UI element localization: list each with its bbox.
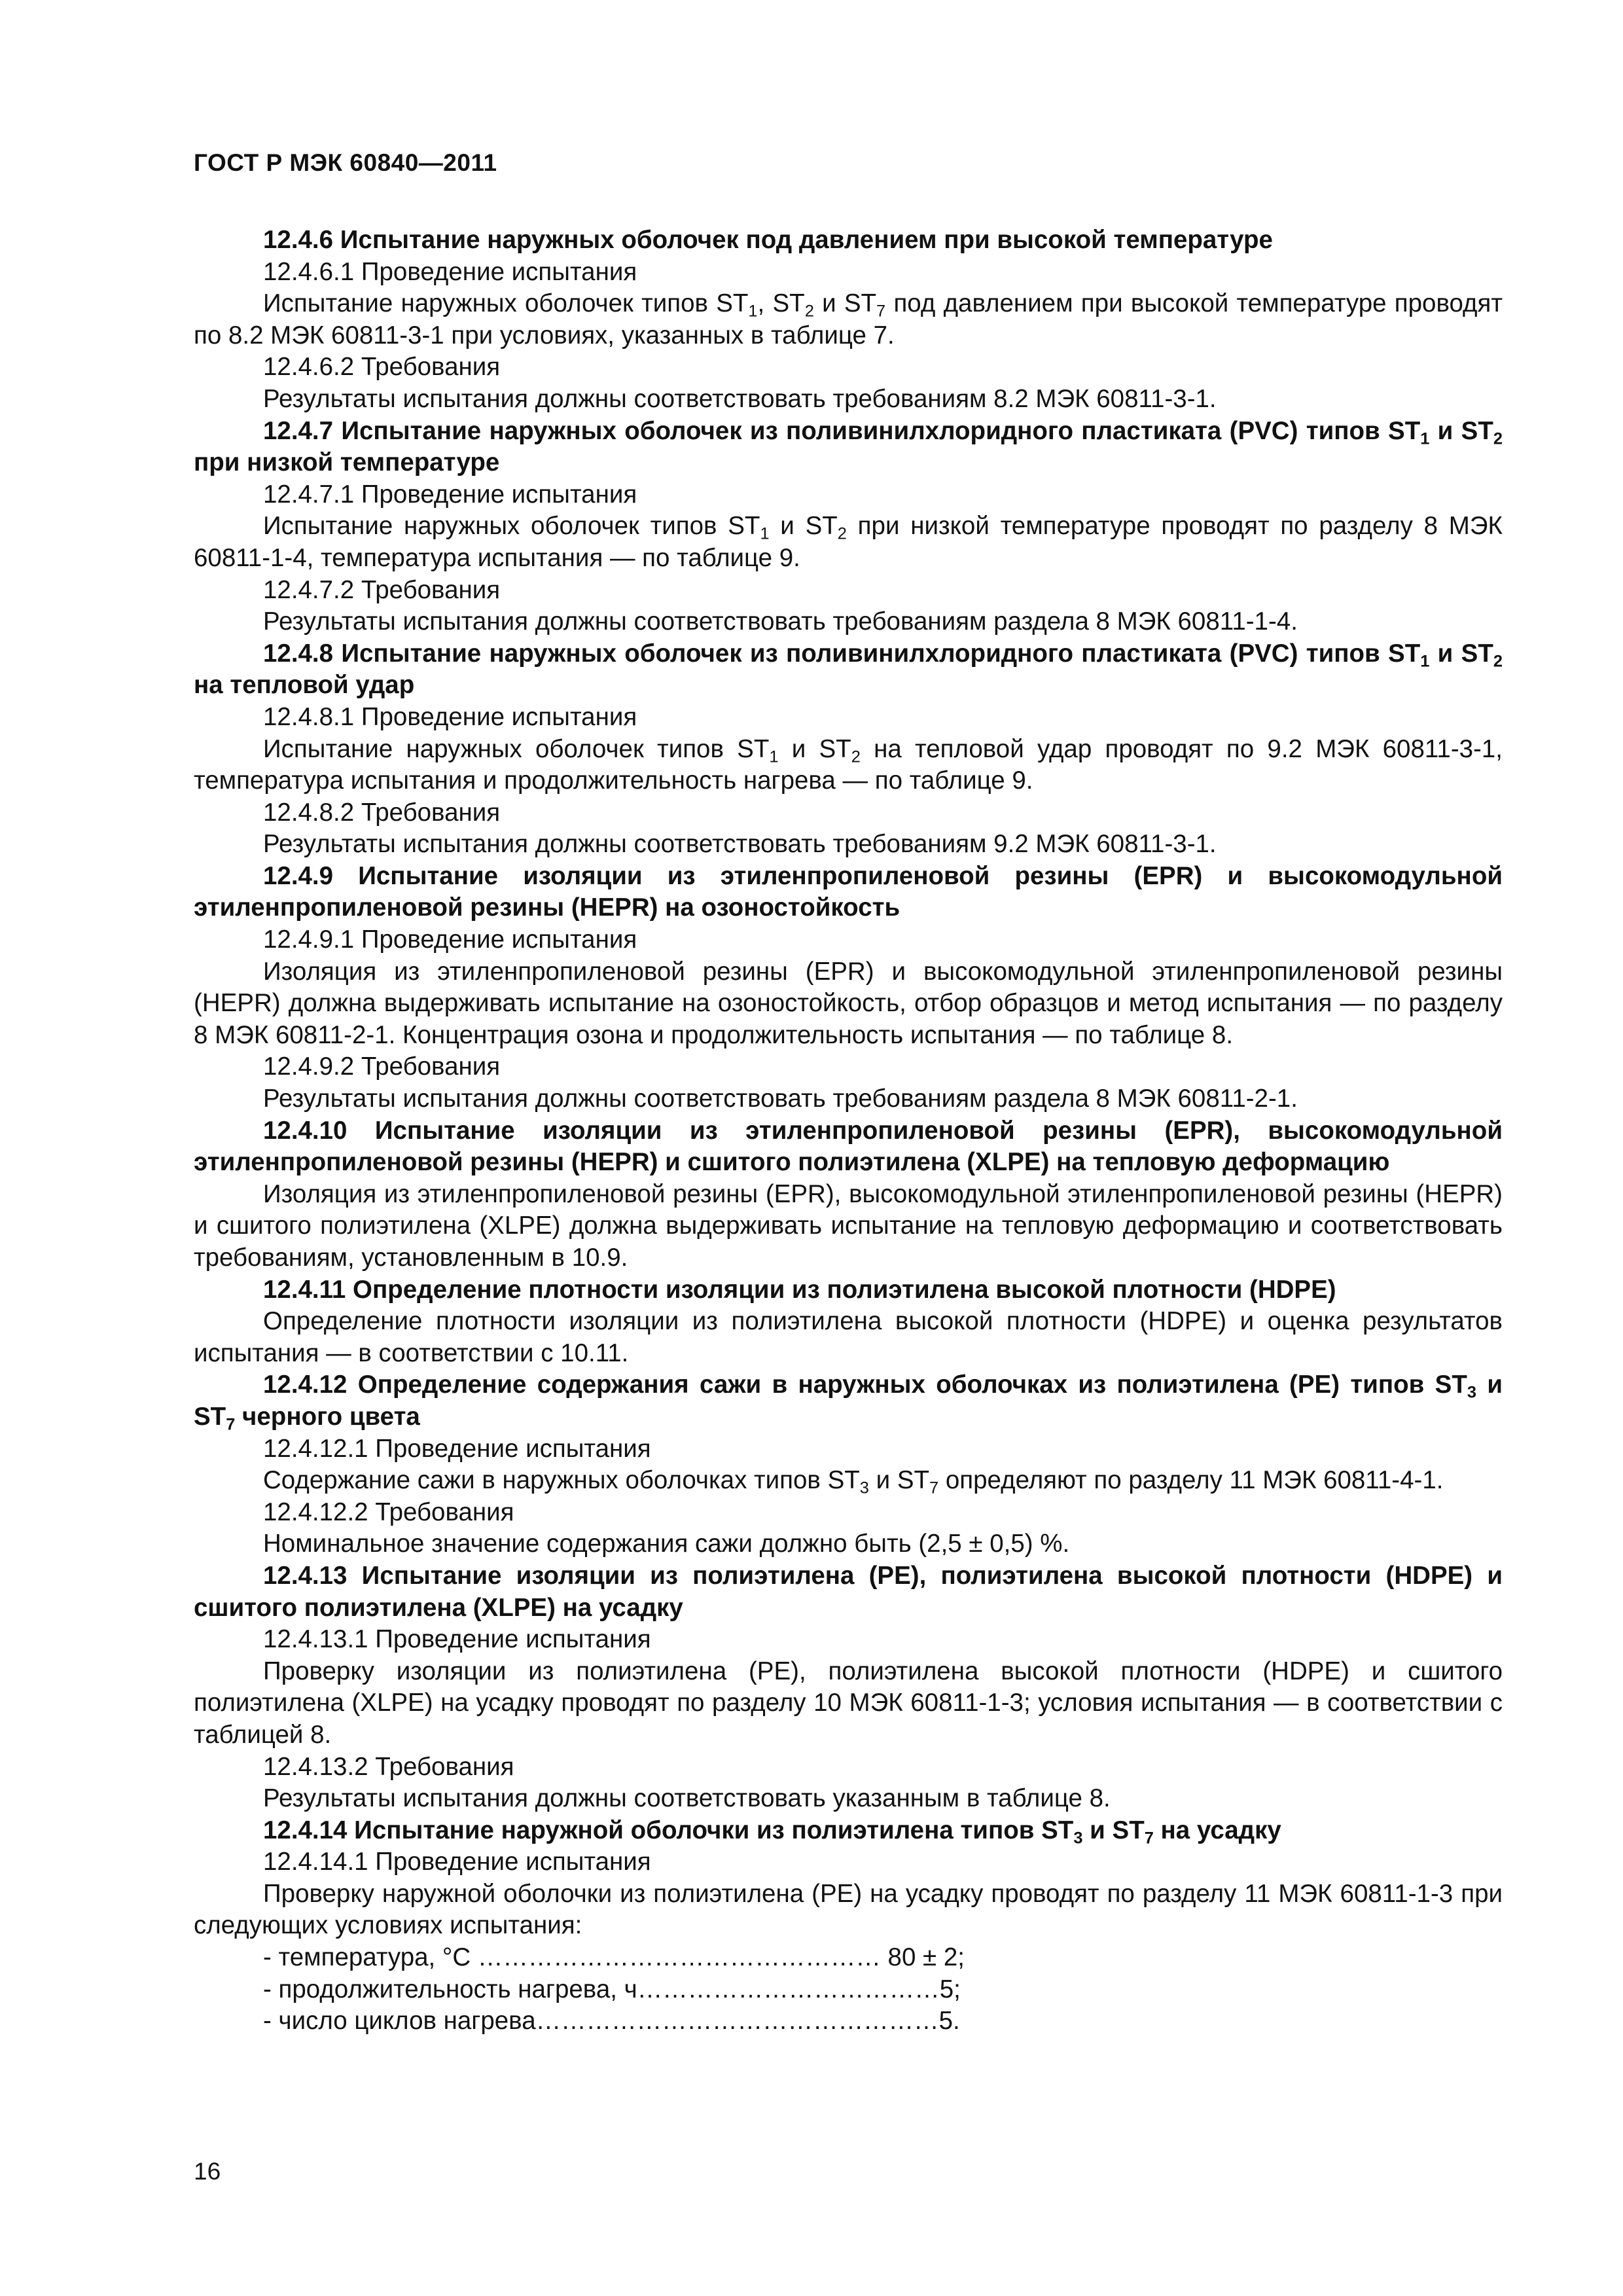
subscript: 2 xyxy=(851,747,861,766)
text-run: 12.4.12.1 Проведение испытания xyxy=(263,1434,651,1463)
paragraph xyxy=(194,1497,1503,1529)
paragraph xyxy=(194,1465,1503,1497)
text-run: 12.4.9.2 Требования xyxy=(263,1052,501,1081)
text-run: - продолжительность нагрева, ч………………………………5; xyxy=(263,1975,961,2003)
text-run: Результаты испытания должны соответствовать требованиям 9.2 МЭК 60811-3-1. xyxy=(263,830,1217,859)
text-run: при низкой температуре проводят по разделу 8 МЭК 60811-1-4, температура испытания — по таблице 9. xyxy=(194,512,1503,572)
text-run: 12.4.8.2 Требования xyxy=(263,798,501,827)
section-heading xyxy=(194,1115,1503,1179)
text-run: и ST xyxy=(1429,416,1493,445)
paragraph xyxy=(194,702,1503,734)
text-run: Проверку наружной оболочки из полиэтилена (PE) на усадку проводят по разделу 11 МЭК 60811-1-3 при следующих условиях испытания: xyxy=(194,1879,1503,1940)
text-run: Испытание наружных оболочек типов ST xyxy=(263,512,760,541)
list-item xyxy=(194,1942,1503,1974)
section-heading xyxy=(194,1274,1503,1306)
subscript: 7 xyxy=(929,1479,939,1498)
subscript: 2 xyxy=(1493,652,1503,671)
text-run: 12.4.14 Испытание наружной оболочки из полиэтилена типов ST xyxy=(263,1816,1074,1844)
paragraph xyxy=(194,351,1503,384)
text-run: 12.4.7 Испытание наружных оболочек из поливинилхлоридного пластиката (PVC) типов ST xyxy=(263,416,1421,445)
text-run: 12.4.13.1 Проведение испытания xyxy=(263,1625,651,1654)
text-run: и ST xyxy=(769,512,838,541)
list-item xyxy=(194,1974,1503,2006)
text-run: Результаты испытания должны соответствовать требованиям 8.2 МЭК 60811-3-1. xyxy=(263,384,1217,413)
paragraph xyxy=(194,1306,1503,1369)
subscript: 3 xyxy=(1073,1829,1083,1848)
text-run: Результаты испытания должны соответствовать требованиям раздела 8 МЭК 60811-1-4. xyxy=(263,607,1298,636)
page-number: 16 xyxy=(194,2158,221,2185)
text-run: 12.4.6.1 Проведение испытания xyxy=(263,257,637,286)
subscript: 7 xyxy=(876,302,886,321)
paragraph xyxy=(194,1051,1503,1083)
text-run: 12.4.6.2 Требования xyxy=(263,353,501,382)
paragraph xyxy=(194,734,1503,797)
text-run: 12.4.9.1 Проведение испытания xyxy=(263,925,637,954)
text-run: 12.4.10 Испытание изоляции из этиленпропиленовой резины (EPR), высокомодульной этиленпропиленовой резины (HEPR) и сшитого полиэтилена (XLPE) на тепловую деформацию xyxy=(194,1116,1503,1177)
section-heading xyxy=(194,638,1503,702)
paragraph xyxy=(194,1846,1503,1878)
document-body xyxy=(194,224,1503,2037)
section-heading xyxy=(194,1560,1503,1624)
text-run: 12.4.11 Определение плотности изоляции из полиэтилена высокой плотности (HDPE) xyxy=(263,1275,1336,1304)
text-run: и ST xyxy=(194,1371,1503,1431)
text-run: 12.4.12 Определение содержания сажи в наружных оболочках из полиэтилена (PE) типов ST xyxy=(263,1371,1467,1399)
paragraph xyxy=(194,829,1503,861)
text-run: - температура, °С ………………………………………… 80 ± 2; xyxy=(263,1943,965,1972)
text-run: - число циклов нагрева…………………………………………5. xyxy=(263,2007,960,2036)
subscript: 1 xyxy=(769,747,779,766)
text-run: Испытание наружных оболочек типов ST xyxy=(263,289,749,318)
text-run: 12.4.12.2 Требования xyxy=(263,1498,514,1526)
text-run: , ST xyxy=(757,289,805,318)
text-run: 12.4.8.1 Проведение испытания xyxy=(263,702,637,731)
text-run: на тепловой удар проводят по 9.2 МЭК 60811-3-1, температура испытания и продолжительность нагрева — по таблице 9. xyxy=(194,734,1503,795)
text-run: Определение плотности изоляции из полиэтилена высокой плотности (HDPE) и оценка результатов испытания — в соответствии с 10.11. xyxy=(194,1307,1503,1367)
text-run: черного цвета xyxy=(235,1402,420,1431)
paragraph xyxy=(194,1624,1503,1656)
text-run: 12.4.9 Испытание изоляции из этиленпропиленовой резины (EPR) и высокомодульной этиленпропиленовой резины (HEPR) на озоностойкость xyxy=(194,861,1503,922)
paragraph xyxy=(194,257,1503,289)
text-run: 12.4.7.2 Требования xyxy=(263,575,501,604)
text-run: и ST xyxy=(868,1466,930,1495)
text-run: под давлением при высокой температуре проводят по 8.2 МЭК 60811-3-1 при условиях, указанных в таблице 7. xyxy=(194,289,1503,350)
text-run: Содержание сажи в наружных оболочках типов ST xyxy=(263,1466,860,1495)
subscript: 1 xyxy=(1420,429,1430,448)
paragraph xyxy=(194,1433,1503,1465)
document-header: ГОСТ Р МЭК 60840—2011 xyxy=(194,149,497,176)
list-item xyxy=(194,2005,1503,2037)
text-run: Испытание наружных оболочек типов ST xyxy=(263,734,770,763)
paragraph xyxy=(194,1083,1503,1115)
text-run: 12.4.13.2 Требования xyxy=(263,1752,514,1781)
text-run: Результаты испытания должны соответствовать требованиям раздела 8 МЭК 60811-2-1. xyxy=(263,1085,1298,1113)
paragraph xyxy=(194,797,1503,829)
paragraph xyxy=(194,1656,1503,1751)
text-run: 12.4.7.1 Проведение испытания xyxy=(263,480,637,509)
text-run: 12.4.8 Испытание наружных оболочек из поливинилхлоридного пластиката (PVC) типов ST xyxy=(263,639,1421,668)
paragraph xyxy=(194,511,1503,574)
paragraph xyxy=(194,1179,1503,1274)
section-heading xyxy=(194,1369,1503,1433)
subscript: 2 xyxy=(837,524,847,543)
subscript: 7 xyxy=(226,1415,236,1434)
paragraph xyxy=(194,288,1503,351)
text-run: 12.4.6 Испытание наружных оболочек под давлением при высокой температуре xyxy=(263,226,1273,254)
subscript: 1 xyxy=(760,524,770,543)
text-run: и ST xyxy=(1429,639,1493,668)
subscript: 1 xyxy=(748,302,758,321)
text-run: и ST xyxy=(778,734,851,763)
text-run: определяют по разделу 11 МЭК 60811-4-1. xyxy=(938,1466,1444,1495)
section-heading xyxy=(194,861,1503,924)
subscript: 3 xyxy=(859,1479,869,1498)
paragraph xyxy=(194,606,1503,638)
paragraph xyxy=(194,1751,1503,1784)
text-run: Проверку изоляции из полиэтилена (PE), полиэтилена высокой плотности (HDPE) и сшитого полиэтилена (XLPE) на усадку проводят по разделу 10 МЭК 60811-1-3; условия испытания — в соответствии с таблицей 8. xyxy=(194,1657,1503,1749)
text-run: Изоляция из этиленпропиленовой резины (EPR), высокомодульной этиленпропиленовой резины (HEPR) и сшитого полиэтилена (XLPE) должна выдерживать испытание на тепловую деформацию и соответствовать требованиям, установленным в 10.9. xyxy=(194,1179,1503,1272)
paragraph xyxy=(194,956,1503,1052)
paragraph xyxy=(194,1783,1503,1815)
paragraph xyxy=(194,479,1503,511)
paragraph xyxy=(194,384,1503,416)
section-heading xyxy=(194,224,1503,257)
subscript: 3 xyxy=(1467,1383,1476,1402)
section-heading xyxy=(194,1815,1503,1847)
text-run: Результаты испытания должны соответствовать указанным в таблице 8. xyxy=(263,1784,1111,1813)
text-run: при низкой температуре xyxy=(194,448,500,477)
section-heading xyxy=(194,416,1503,479)
text-run: и ST xyxy=(813,289,877,318)
text-run: на усадку xyxy=(1153,1816,1281,1844)
paragraph xyxy=(194,924,1503,956)
paragraph xyxy=(194,1878,1503,1942)
paragraph xyxy=(194,1528,1503,1560)
text-run: на тепловой удар xyxy=(194,671,415,700)
text-run: Номинальное значение содержания сажи должно быть (2,5 ± 0,5) %. xyxy=(263,1530,1070,1558)
subscript: 7 xyxy=(1144,1829,1154,1848)
subscript: 2 xyxy=(1493,429,1503,448)
subscript: 2 xyxy=(804,302,814,321)
text-run: и ST xyxy=(1082,1816,1145,1844)
text-run: Изоляция из этиленпропиленовой резины (EPR) и высокомодульной этиленпропиленовой резины (HEPR) должна выдерживать испытание на озоностойкость, отбор образцов и метод испытания — по разделу 8 МЭК 60811-2-1. Концентрация озона и продолжительность испытания — по таблице 8. xyxy=(194,957,1503,1049)
text-run: 12.4.13 Испытание изоляции из полиэтилена (PE), полиэтилена высокой плотности (HDPE) и сшитого полиэтилена (XLPE) на усадку xyxy=(194,1561,1503,1622)
text-run: 12.4.14.1 Проведение испытания xyxy=(263,1848,651,1876)
subscript: 1 xyxy=(1420,652,1430,671)
paragraph xyxy=(194,575,1503,607)
